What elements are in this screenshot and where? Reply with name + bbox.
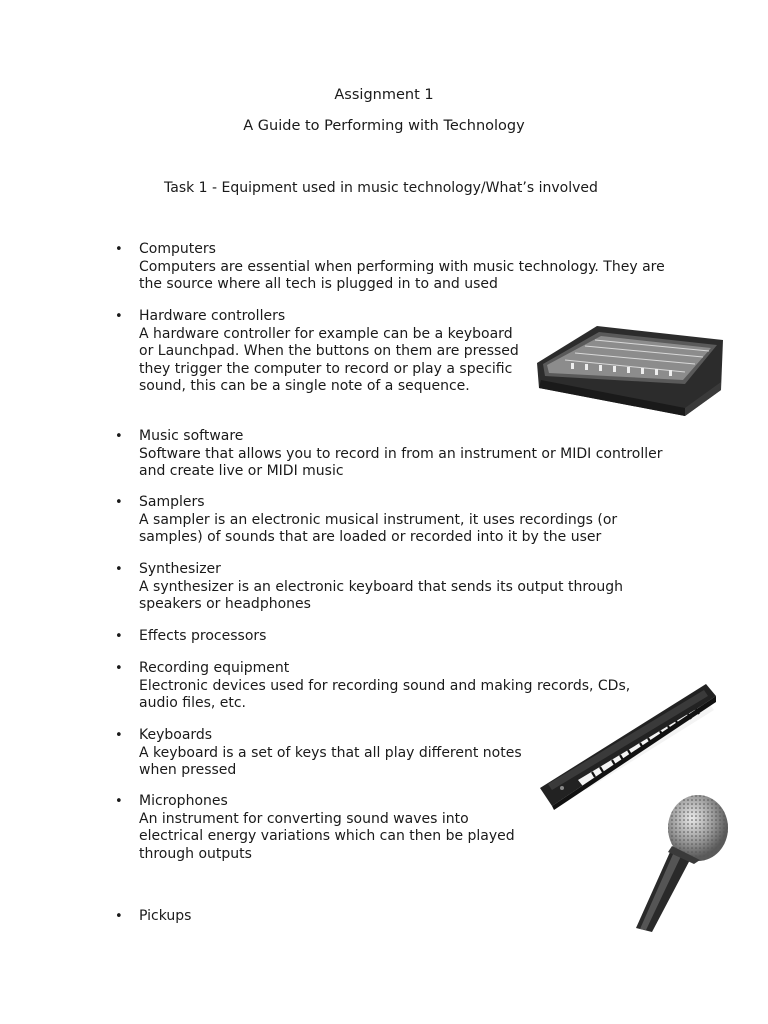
assignment-title: Assignment 1 [334, 87, 434, 103]
item-description: A synthesizer is an electronic keyboard that sends its output through speakers or headphones [139, 578, 624, 612]
item-description: Electronic devices used for recording sound and making records, CDs, audio files, etc. [139, 677, 631, 711]
list-item-pickups [115, 908, 415, 926]
list-item-samplers [115, 494, 645, 547]
item-title: Effects processors [139, 628, 267, 644]
list-item-microphones [115, 793, 527, 863]
document-subtitle: A Guide to Performing with Technology [243, 118, 525, 134]
bullet-icon: • [115, 242, 123, 257]
item-title: Computers [139, 241, 216, 257]
item-title: Hardware controllers [139, 308, 286, 324]
list-item-effects-processors [115, 628, 645, 646]
bullet-icon: • [115, 429, 123, 444]
item-title: Keyboards [139, 727, 213, 743]
list-item-synthesizer [115, 561, 645, 614]
item-description: Computers are essential when performing with music technology. They are the source where all tech is plugged in to and used [139, 258, 665, 292]
list-item-music-software [115, 428, 685, 481]
item-description: A hardware controller for example can be a keyboard or Launchpad. When the buttons on them are pressed they trigger the computer to record or play a specific sound, this can be a single note of a sequence. [139, 325, 519, 394]
task-heading: Task 1 - Equipment used in music technology/What’s involved [164, 180, 598, 196]
bullet-icon: • [115, 309, 123, 324]
bullet-icon: • [115, 495, 123, 510]
item-description: Software that allows you to record in from an instrument or MIDI controller and create live or MIDI music [139, 445, 663, 479]
item-title: Music software [139, 428, 244, 444]
microphone-image [630, 790, 730, 935]
list-item-hardware-controllers [115, 308, 527, 396]
item-description: A keyboard is a set of keys that all play different notes when pressed [139, 744, 522, 778]
item-title: Synthesizer [139, 561, 221, 577]
bullet-icon: • [115, 629, 123, 644]
item-description: A sampler is an electronic musical instrument, it uses recordings (or samples) of sounds that are loaded or recorded into it by the user [139, 511, 618, 545]
bullet-icon: • [115, 794, 123, 809]
item-title: Pickups [139, 908, 192, 924]
bullet-icon: • [115, 562, 123, 577]
item-title: Microphones [139, 793, 228, 809]
item-title: Samplers [139, 494, 205, 510]
bullet-icon: • [115, 661, 123, 676]
bullet-icon: • [115, 728, 123, 743]
bullet-icon: • [115, 909, 123, 924]
mixing-console-image [535, 318, 725, 418]
list-item-keyboards [115, 727, 531, 780]
item-description: An instrument for converting sound waves into electrical energy variations which can then be played through outputs [139, 810, 515, 862]
item-title: Recording equipment [139, 660, 290, 676]
list-item-computers [115, 241, 685, 294]
